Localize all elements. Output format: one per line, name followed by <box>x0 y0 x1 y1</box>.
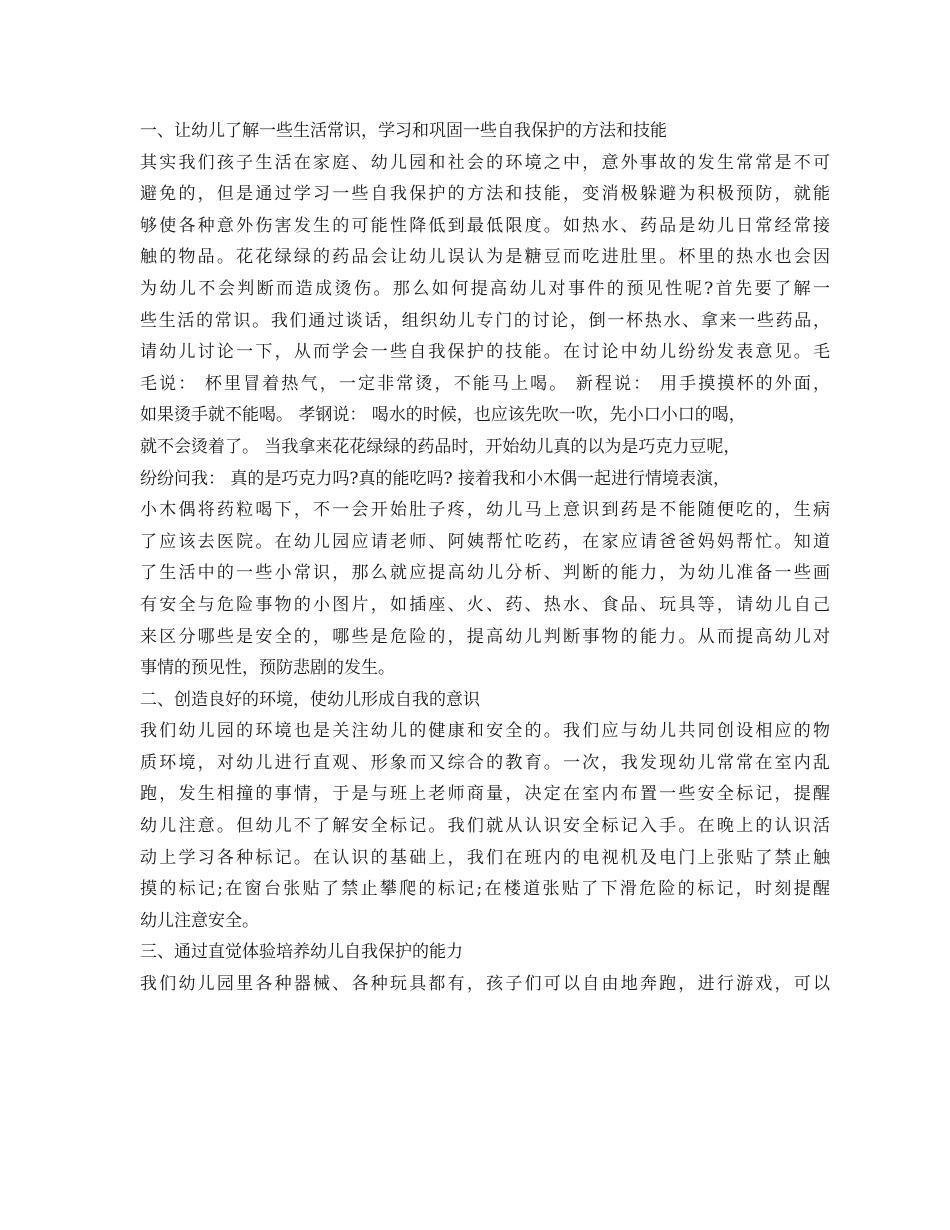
document-body <box>140 116 830 1001</box>
paragraph-line: 小木偶将药粒喝下，不一会开始肚子疼，幼儿马上意识到药是不能随便吃的，生病 <box>140 500 830 521</box>
paragraph-line: 触的物品。花花绿绿的药品会让幼儿误认为是糖豆而吃进肚里。杯里的热水也会因 <box>140 247 830 268</box>
paragraph-line: 就不会烫着了。 当我拿来花花绿绿的药品时，开始幼儿真的以为是巧克力豆呢， <box>140 436 741 457</box>
section-heading: 三、通过直觉体验培养幼儿自我保护的能力 <box>140 942 463 963</box>
paragraph-line: 纷纷问我： 真的是巧克力吗?真的能吃吗? 接着我和小木偶一起进行情境表演， <box>140 468 731 489</box>
paragraph-line: 幼儿注意安全。 <box>140 910 259 931</box>
paragraph-line: 来区分哪些是安全的，哪些是危险的，提高幼儿判断事物的能力。从而提高幼儿对 <box>140 626 830 647</box>
paragraph-line: 了应该去医院。在幼儿园应请老师、阿姨帮忙吃药，在家应请爸爸妈妈帮忙。知道 <box>140 531 830 552</box>
paragraph-line: 有安全与危险事物的小图片，如插座、火、药、热水、食品、玩具等，请幼儿自己 <box>140 594 830 615</box>
paragraph-line: 我们幼儿园的环境也是关注幼儿的健康和安全的。我们应与幼儿共同创设相应的物 <box>140 721 830 742</box>
section-heading: 二、创造良好的环境，使幼儿形成自我的意识 <box>140 689 480 710</box>
paragraph-line: 为幼儿不会判断而造成烫伤。那么如何提高幼儿对事件的预见性呢?首先要了解一 <box>140 278 830 299</box>
paragraph-line: 跑，发生相撞的事情，于是与班上老师商量，决定在室内布置一些安全标记，提醒 <box>140 784 830 805</box>
paragraph-line: 我们幼儿园里各种器械、各种玩具都有，孩子们可以自由地奔跑，进行游戏，可以 <box>140 974 830 995</box>
paragraph-line: 摸的标记;在窗台张贴了禁止攀爬的标记;在楼道张贴了下滑危险的标记，时刻提醒 <box>140 879 830 900</box>
paragraph-line: 些生活的常识。我们通过谈话，组织幼儿专门的讨论，倒一杯热水、拿来一些药品， <box>140 310 830 331</box>
section-heading: 一、让幼儿了解一些生活常识，学习和巩固一些自我保护的方法和技能 <box>140 121 667 141</box>
paragraph-line: 毛说： 杯里冒着热气，一定非常烫，不能马上喝。 新程说： 用手摸摸杯的外面， <box>140 373 830 394</box>
paragraph-line: 如果烫手就不能喝。 孝钢说： 喝水的时候，也应该先吹一吹，先小口小口的喝， <box>140 405 746 426</box>
paragraph-line: 了生活中的一些小常识，那么就应提高幼儿分析、判断的能力，为幼儿准备一些画 <box>140 563 830 584</box>
paragraph-line: 事情的预见性，预防悲剧的发生。 <box>140 658 395 679</box>
paragraph-line: 请幼儿讨论一下，从而学会一些自我保护的技能。在讨论中幼儿纷纷发表意见。毛 <box>140 342 830 363</box>
paragraph-line: 质环境，对幼儿进行直观、形象而又综合的教育。一次，我发现幼儿常常在室内乱 <box>140 752 830 773</box>
paragraph-line: 避免的，但是通过学习一些自我保护的方法和技能，变消极躲避为积极预防，就能 <box>140 184 830 205</box>
paragraph-line: 够使各种意外伤害发生的可能性降低到最低限度。如热水、药品是幼儿日常经常接 <box>140 215 830 236</box>
paragraph-line: 其实我们孩子生活在家庭、幼儿园和社会的环境之中，意外事故的发生常常是不可 <box>140 152 830 173</box>
paragraph-line: 幼儿注意。但幼儿不了解安全标记。我们就从认识安全标记入手。在晚上的认识活 <box>140 816 830 837</box>
paragraph-line: 动上学习各种标记。在认识的基础上，我们在班内的电视机及电门上张贴了禁止触 <box>140 847 830 868</box>
